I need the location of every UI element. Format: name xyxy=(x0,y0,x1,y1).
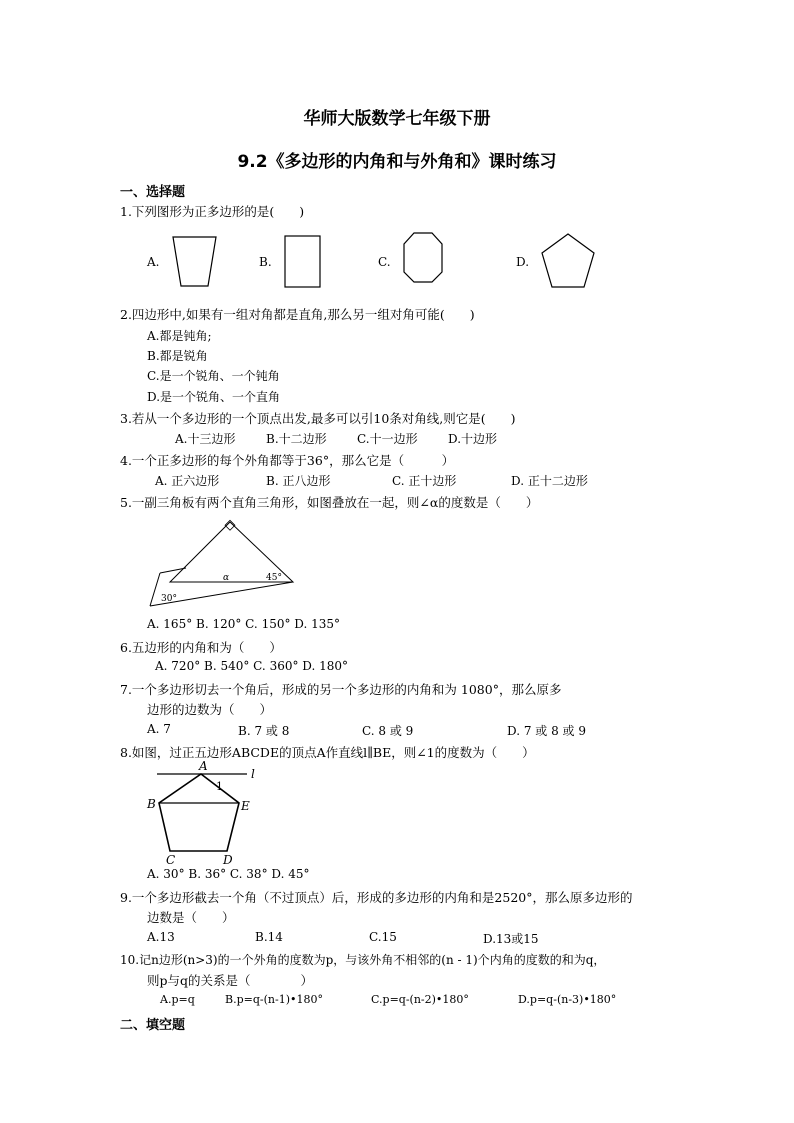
q4-option-c: C. 正十边形 xyxy=(392,474,457,488)
question-1-stem: 1.下列图形为正多边形的是( ) xyxy=(120,204,305,219)
q8-label-d: D xyxy=(223,853,233,867)
q1-option-a: A. xyxy=(147,255,160,269)
q10-option-c: C.p=q-(n-2)•180° xyxy=(371,993,469,1006)
q8-label-a: A xyxy=(199,759,208,773)
q2-option-a: A.都是钝角; xyxy=(147,329,212,343)
q8-label-c: C xyxy=(166,853,176,867)
question-5-stem: 5.一副三角板有两个直角三角形，如图叠放在一起，则∠α的度数是（ ） xyxy=(120,495,539,510)
q1-figure-b-rectangle xyxy=(284,235,322,289)
q3-option-d: D.十边形 xyxy=(448,432,498,446)
q6-options: A. 720° B. 540° C. 360° D. 180° xyxy=(155,659,349,673)
q3-option-b: B.十二边形 xyxy=(266,432,327,446)
q9-option-a: A.13 xyxy=(147,930,175,944)
question-8-stem: 8.如图，过正五边形ABCDE的顶点A作直线l∥BE，则∠1的度数为（ ） xyxy=(120,745,535,760)
q1-figure-a-trapezoid xyxy=(172,236,218,288)
q3-option-c: C.十一边形 xyxy=(357,432,418,446)
q2-option-d: D.是一个锐角、一个直角 xyxy=(147,390,281,404)
question-9-stem-cont: 边数是（ ） xyxy=(147,910,235,925)
q8-options: A. 30° B. 36° C. 38° D. 45° xyxy=(147,867,310,881)
q5-figure-triangles xyxy=(146,518,301,610)
q8-label-e: E xyxy=(241,799,250,813)
doc-title: 华师大版数学七年级下册 xyxy=(303,109,491,129)
section-heading-fill: 二、填空题 xyxy=(120,1018,186,1033)
question-7-stem: 7.一个多边形切去一个角后，形成的另一个多边形的内角和为 1080°，那么原多 xyxy=(120,682,562,697)
question-9-stem: 9.一个多边形截去一个角（不过顶点）后，形成的多边形的内角和是2520°，那么原多边形的 xyxy=(120,890,633,905)
q1-option-b: B. xyxy=(259,255,272,269)
q7-option-a: A. 7 xyxy=(147,722,171,736)
q1-figure-c-octagon xyxy=(402,232,444,284)
question-4-stem: 4.一个正多边形的每个外角都等于36°，那么它是（ ） xyxy=(120,453,455,468)
q5-options: A. 165° B. 120° C. 150° D. 135° xyxy=(147,617,341,631)
question-6-stem: 6.五边形的内角和为（ ） xyxy=(120,640,282,655)
doc-subtitle: 9.2《多边形的内角和与外角和》课时练习 xyxy=(237,152,557,172)
q8-label-b: B xyxy=(147,797,156,811)
q4-option-b: B. 正八边形 xyxy=(266,474,331,488)
question-10-stem: 10.记n边形(n>3)的一个外角的度数为p，与该外角不相邻的(n - 1)个内角的度数的和为q， xyxy=(120,953,606,967)
q9-option-b: B.14 xyxy=(255,930,283,944)
question-10-stem-cont: 则p与q的关系是（ ） xyxy=(147,973,314,988)
q2-option-c: C.是一个锐角、一个钝角 xyxy=(147,369,280,383)
q5-30-label: 30° xyxy=(161,594,177,604)
q1-figure-d-pentagon xyxy=(541,233,597,289)
section-heading-choice: 一、选择题 xyxy=(120,185,186,200)
q5-45-label: 45° xyxy=(266,573,282,583)
q3-option-a: A.十三边形 xyxy=(175,432,236,446)
q10-option-b: B.p=q-(n-1)•180° xyxy=(225,993,323,1006)
q1-option-c: C. xyxy=(378,255,391,269)
q10-option-a: A.p=q xyxy=(160,993,195,1006)
question-3-stem: 3.若从一个多边形的一个顶点出发,最多可以引10条对角线,则它是( ) xyxy=(120,411,516,426)
q7-option-b: B. 7 或 8 xyxy=(238,724,290,738)
q5-alpha-label: α xyxy=(223,573,230,583)
q9-option-d: D.13或15 xyxy=(483,932,539,946)
q1-option-d: D. xyxy=(516,255,530,269)
q8-label-1: 1 xyxy=(216,780,223,793)
q8-figure-pentagon xyxy=(143,758,268,868)
q7-option-c: C. 8 或 9 xyxy=(362,724,414,738)
q9-option-c: C.15 xyxy=(369,930,397,944)
q8-label-l: l xyxy=(251,767,255,781)
q7-option-d: D. 7 或 8 或 9 xyxy=(507,724,586,738)
question-2-stem: 2.四边形中,如果有一组对角都是直角,那么另一组对角可能( ) xyxy=(120,307,475,322)
question-7-stem-cont: 边形的边数为（ ） xyxy=(147,702,273,717)
q10-option-d: D.p=q-(n-3)•180° xyxy=(518,993,617,1006)
q2-option-b: B.都是锐角 xyxy=(147,349,208,363)
q4-option-a: A. 正六边形 xyxy=(155,474,220,488)
q4-option-d: D. 正十二边形 xyxy=(511,474,588,488)
